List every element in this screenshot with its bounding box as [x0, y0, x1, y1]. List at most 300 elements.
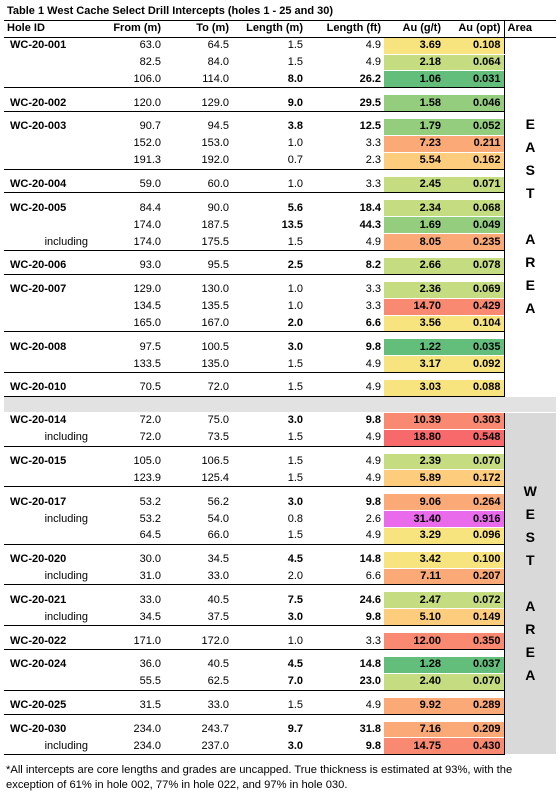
length-ft-cell: 3.3 [365, 300, 381, 313]
au-opt-cell: 0.172 [444, 470, 504, 487]
header-length-ft: Length (ft) [306, 20, 384, 37]
au-gt-cell: 2.45 [384, 176, 444, 193]
to-cell: 106.5 [164, 453, 232, 470]
spacer-cell [4, 250, 504, 257]
to-cell: 114.0 [164, 71, 232, 88]
to-cell: 135.5 [201, 300, 229, 313]
au-opt-cell: 0.092 [444, 356, 504, 373]
header-to: To (m) [164, 20, 232, 37]
length-m-cell: 1.5 [287, 55, 303, 68]
length-m-cell: 1.5 [232, 527, 306, 544]
from-cell: 165.0 [96, 315, 164, 332]
to-cell: 167.0 [164, 315, 232, 332]
table-row [4, 494, 556, 511]
length-ft-cell: 3.3 [306, 281, 384, 298]
to-cell: 56.2 [164, 494, 232, 511]
length-ft-cell: 14.8 [306, 551, 384, 568]
from-cell: 34.5 [96, 609, 164, 626]
length-ft-cell: 14.8 [306, 657, 384, 674]
spacer-cell [4, 487, 504, 494]
hole-id-cell: WC-20-001 [4, 37, 96, 54]
length-ft-cell: 4.9 [306, 356, 384, 373]
table-title: Table 1 West Cache Select Drill Intercepts (holes 1 - 25 and 30) [7, 5, 334, 18]
spacer-cell [4, 332, 504, 339]
from-cell: 55.5 [96, 673, 164, 690]
length-ft-cell: 4.9 [306, 527, 384, 544]
to-cell: 129.0 [164, 95, 232, 112]
au-opt-cell: 0.031 [444, 71, 504, 88]
length-ft-cell: 9.8 [306, 609, 384, 626]
table-body [4, 4, 556, 755]
to-cell: 40.5 [164, 657, 232, 674]
length-ft-cell: 18.4 [306, 200, 384, 217]
au-gt-cell: 2.47 [384, 592, 444, 609]
from-cell: 36.0 [96, 657, 164, 674]
to-cell: 72.0 [164, 380, 232, 397]
length-m-cell: 7.0 [232, 673, 306, 690]
from-cell: 30.0 [96, 551, 164, 568]
length-m-cell: 7.5 [232, 592, 306, 609]
to-cell: 66.0 [164, 527, 232, 544]
length-ft-cell: 9.8 [306, 339, 384, 356]
length-m-cell: 1.5 [232, 429, 306, 446]
from-cell: 234.0 [96, 721, 164, 738]
table-row [4, 176, 556, 193]
table-row [4, 200, 556, 217]
length-m-cell: 3.0 [232, 609, 306, 626]
area-letter: R [525, 254, 536, 271]
length-ft-cell: 2.3 [306, 152, 384, 169]
au-opt-cell: 0.070 [444, 673, 504, 690]
au-gt-cell: 1.58 [384, 95, 444, 112]
au-opt-cell: 0.104 [444, 315, 504, 332]
area-letter: E [525, 644, 535, 661]
table-row [4, 551, 556, 568]
length-ft-cell: 4.9 [306, 37, 384, 54]
including-label: including [4, 234, 96, 251]
from-cell: 70.5 [96, 380, 164, 397]
length-ft-cell: 4.9 [306, 429, 384, 446]
au-opt-cell: 0.069 [444, 281, 504, 298]
hole-id-cell [4, 356, 96, 373]
spacer-cell [4, 690, 504, 697]
table-row [4, 71, 556, 88]
area-letter: S [525, 162, 535, 179]
length-ft-cell: 9.8 [306, 738, 384, 755]
to-cell: 75.0 [164, 412, 232, 429]
au-opt-cell: 0.264 [444, 494, 504, 511]
from-cell: 93.0 [96, 257, 164, 274]
to-cell: 237.0 [164, 738, 232, 755]
length-m-cell: 8.0 [232, 71, 306, 88]
header-from: From (m) [96, 20, 164, 37]
au-gt-cell: 1.06 [384, 71, 444, 88]
table-row [4, 527, 556, 544]
au-gt-cell: 14.75 [384, 738, 444, 755]
au-gt-cell: 31.40 [384, 511, 444, 528]
length-ft-cell: 23.0 [306, 673, 384, 690]
including-label: including [4, 429, 96, 446]
including-label: including [4, 738, 96, 755]
to-cell: 40.5 [164, 592, 232, 609]
spacer-cell [4, 626, 504, 633]
spacer-cell [4, 169, 504, 176]
au-gt-cell: 2.40 [384, 673, 444, 690]
group-spacer-row [4, 714, 556, 721]
spacer-cell [4, 193, 504, 200]
area-letter: A [525, 231, 536, 248]
table-row [4, 633, 556, 650]
table-row [4, 673, 556, 690]
from-cell: 171.0 [96, 633, 164, 650]
group-spacer-row [4, 169, 556, 176]
au-opt-cell: 0.289 [444, 697, 504, 714]
length-ft-cell: 44.3 [359, 218, 381, 231]
au-gt-cell: 1.22 [384, 339, 444, 356]
length-m-cell: 0.7 [232, 152, 306, 169]
from-cell: 174.0 [96, 234, 164, 251]
length-ft-cell: 3.3 [365, 137, 381, 150]
au-gt-cell: 5.10 [384, 609, 444, 626]
length-m-cell: 9.7 [232, 721, 306, 738]
from-cell: 152.0 [133, 137, 161, 150]
from-cell: 31.0 [96, 568, 164, 585]
au-opt-cell: 0.548 [444, 429, 504, 446]
length-m-cell: 1.5 [232, 453, 306, 470]
hole-id-cell: WC-20-021 [4, 592, 96, 609]
area-letter: E [525, 277, 535, 294]
from-cell: 84.4 [96, 200, 164, 217]
length-m-cell: 5.6 [232, 200, 306, 217]
au-gt-cell: 3.17 [384, 356, 444, 373]
table-row [4, 470, 556, 487]
including-label: including [4, 609, 96, 626]
area-letter: A [525, 139, 536, 156]
length-m-cell: 1.5 [232, 380, 306, 397]
to-cell: 33.0 [164, 697, 232, 714]
to-cell: 90.0 [164, 200, 232, 217]
hole-id-cell: WC-20-030 [4, 721, 96, 738]
spacer-cell [4, 585, 504, 592]
table-row [4, 315, 556, 332]
hole-id-cell [4, 527, 96, 544]
au-opt-cell: 0.052 [444, 119, 504, 136]
to-cell: 95.5 [164, 257, 232, 274]
hole-id-cell [4, 135, 96, 152]
hole-id-cell: WC-20-015 [4, 453, 96, 470]
length-ft-cell: 4.9 [306, 234, 384, 251]
length-m-cell: 3.0 [232, 412, 306, 429]
spacer-cell [4, 714, 504, 721]
table-row [4, 257, 556, 274]
length-m-cell: 3.0 [232, 494, 306, 511]
au-opt-cell: 0.070 [444, 453, 504, 470]
au-gt-cell: 1.69 [384, 217, 444, 234]
header-au-opt: Au (opt) [444, 20, 504, 37]
au-opt-cell: 0.071 [444, 176, 504, 193]
length-ft-cell: 12.5 [306, 119, 384, 136]
length-m-cell: 4.5 [232, 657, 306, 674]
au-opt-cell: 0.235 [444, 234, 504, 251]
group-spacer-row [4, 373, 556, 380]
from-cell: 133.5 [96, 356, 164, 373]
spacer-cell [4, 544, 504, 551]
hole-id-cell: WC-20-025 [4, 697, 96, 714]
length-m-cell: 1.0 [232, 633, 306, 650]
to-cell: 100.5 [164, 339, 232, 356]
au-opt-cell: 0.078 [444, 257, 504, 274]
drill-intercepts-table [4, 4, 556, 755]
au-opt-cell: 0.162 [444, 152, 504, 169]
table-row [4, 339, 556, 356]
group-spacer-row [4, 487, 556, 494]
group-spacer-row [4, 544, 556, 551]
au-opt-cell: 0.916 [444, 511, 504, 528]
spacer-cell [4, 112, 504, 119]
header-area: Area [504, 20, 556, 37]
length-ft-cell: 4.9 [306, 697, 384, 714]
hole-id-cell [4, 298, 96, 315]
au-opt-cell: 0.096 [444, 527, 504, 544]
length-m-cell: 3.0 [232, 339, 306, 356]
length-ft-cell: 3.3 [306, 633, 384, 650]
table-row [4, 592, 556, 609]
separator-cell [4, 396, 556, 412]
to-cell: 60.0 [164, 176, 232, 193]
au-gt-cell: 14.70 [384, 298, 444, 315]
from-cell: 63.0 [96, 37, 164, 54]
group-spacer-row [4, 690, 556, 697]
length-m-cell: 1.0 [287, 300, 303, 313]
length-m-cell: 1.5 [232, 697, 306, 714]
length-ft-cell: 4.9 [306, 380, 384, 397]
to-cell: 130.0 [164, 281, 232, 298]
hole-id-cell [4, 152, 96, 169]
area-letter: T [525, 185, 535, 202]
from-cell: 82.5 [139, 55, 161, 68]
au-opt-cell: 0.429 [444, 298, 504, 315]
au-opt-cell: 0.046 [444, 95, 504, 112]
to-cell: 54.0 [207, 512, 229, 525]
table-row [4, 281, 556, 298]
including-label: including [4, 568, 96, 585]
to-cell: 153.0 [201, 137, 229, 150]
length-ft-cell: 4.9 [365, 55, 381, 68]
hole-id-cell [4, 54, 96, 71]
au-gt-cell: 8.05 [384, 234, 444, 251]
table-row [4, 738, 556, 755]
au-opt-cell: 0.350 [444, 633, 504, 650]
hole-id-cell: WC-20-008 [4, 339, 96, 356]
hole-id-cell [4, 470, 96, 487]
au-gt-cell: 3.03 [384, 380, 444, 397]
from-cell: 72.0 [96, 429, 164, 446]
table-row [4, 453, 556, 470]
area-letter: A [525, 667, 536, 684]
hole-id-cell [4, 673, 96, 690]
including-label: including [44, 512, 88, 525]
hole-id-cell: WC-20-004 [4, 176, 96, 193]
au-gt-cell: 3.29 [384, 527, 444, 544]
hole-id-cell [4, 71, 96, 88]
from-cell: 53.2 [139, 512, 161, 525]
from-cell: 129.0 [96, 281, 164, 298]
from-cell: 234.0 [96, 738, 164, 755]
area-letter: E [525, 506, 535, 523]
to-cell: 34.5 [164, 551, 232, 568]
table-row [4, 298, 556, 315]
hole-id-cell: WC-20-020 [4, 551, 96, 568]
from-cell: 31.5 [96, 697, 164, 714]
from-cell: 123.9 [96, 470, 164, 487]
to-cell: 84.0 [207, 55, 229, 68]
au-gt-cell: 7.16 [384, 721, 444, 738]
au-gt-cell: 3.69 [384, 37, 444, 54]
table-header-row [4, 20, 556, 37]
group-spacer-row [4, 332, 556, 339]
au-gt-cell: 12.00 [384, 633, 444, 650]
group-spacer-row [4, 650, 556, 657]
from-cell: 106.0 [96, 71, 164, 88]
spacer-cell [4, 88, 504, 95]
hole-id-cell: WC-20-005 [4, 200, 96, 217]
hole-id-cell: WC-20-006 [4, 257, 96, 274]
table-row [4, 356, 556, 373]
table-row [4, 511, 556, 528]
table-row [4, 37, 556, 54]
from-cell: 97.5 [96, 339, 164, 356]
table-row [4, 697, 556, 714]
to-cell: 64.5 [164, 37, 232, 54]
area-separator-row [4, 396, 556, 412]
group-spacer-row [4, 274, 556, 281]
area-letter [508, 205, 554, 228]
group-spacer-row [4, 88, 556, 95]
au-opt-cell: 0.037 [444, 657, 504, 674]
length-ft-cell: 4.9 [306, 470, 384, 487]
au-gt-cell: 3.56 [384, 315, 444, 332]
hole-id-cell: WC-20-007 [4, 281, 96, 298]
length-m-cell: 1.5 [232, 470, 306, 487]
table-row [4, 412, 556, 429]
au-gt-cell: 3.42 [384, 551, 444, 568]
au-opt-cell: 0.108 [444, 37, 504, 54]
au-opt-cell: 0.149 [444, 609, 504, 626]
area-letter: R [525, 621, 536, 638]
au-opt-cell: 0.100 [444, 551, 504, 568]
group-spacer-row [4, 585, 556, 592]
length-m-cell: 1.5 [232, 37, 306, 54]
area-letter: S [525, 529, 535, 546]
table-row [4, 135, 556, 152]
au-gt-cell: 1.79 [384, 119, 444, 136]
area-label-east [504, 37, 556, 396]
length-ft-cell: 6.6 [306, 315, 384, 332]
table-row [4, 429, 556, 446]
group-spacer-row [4, 112, 556, 119]
au-gt-cell: 1.28 [384, 657, 444, 674]
au-gt-cell: 2.39 [384, 453, 444, 470]
length-m-cell: 0.8 [287, 512, 303, 525]
length-m-cell: 13.5 [281, 218, 303, 231]
length-ft-cell: 29.5 [306, 95, 384, 112]
group-spacer-row [4, 193, 556, 200]
from-cell: 90.7 [96, 119, 164, 136]
au-gt-cell: 2.36 [384, 281, 444, 298]
table-row [4, 380, 556, 397]
to-cell: 62.5 [164, 673, 232, 690]
au-gt-cell: 18.80 [384, 429, 444, 446]
area-letter: A [525, 598, 536, 615]
length-m-cell: 1.0 [232, 281, 306, 298]
spacer-cell [4, 373, 504, 380]
au-opt-cell: 0.207 [444, 568, 504, 585]
length-ft-cell: 9.8 [306, 412, 384, 429]
hole-id-cell [4, 315, 96, 332]
au-gt-cell: 7.23 [384, 135, 444, 152]
au-opt-cell: 0.211 [444, 135, 504, 152]
length-m-cell: 2.5 [232, 257, 306, 274]
from-cell: 174.0 [133, 218, 161, 231]
to-cell: 192.0 [164, 152, 232, 169]
au-opt-cell: 0.049 [444, 217, 504, 234]
table-row [4, 119, 556, 136]
au-gt-cell: 2.34 [384, 200, 444, 217]
length-ft-cell: 24.6 [306, 592, 384, 609]
length-ft-cell: 4.9 [306, 453, 384, 470]
header-au-gt: Au (g/t) [384, 20, 444, 37]
to-cell: 172.0 [164, 633, 232, 650]
to-cell: 187.5 [201, 218, 229, 231]
au-gt-cell: 5.89 [384, 470, 444, 487]
from-cell: 53.2 [96, 494, 164, 511]
au-gt-cell: 2.66 [384, 257, 444, 274]
header-length-m: Length (m) [232, 20, 306, 37]
table-row [4, 152, 556, 169]
spacer-cell [4, 446, 504, 453]
hole-id-cell: WC-20-017 [4, 494, 96, 511]
au-gt-cell: 9.06 [384, 494, 444, 511]
length-m-cell: 2.0 [232, 315, 306, 332]
table-row [4, 568, 556, 585]
from-cell: 134.5 [133, 300, 161, 313]
to-cell: 175.5 [164, 234, 232, 251]
length-m-cell: 4.5 [232, 551, 306, 568]
length-m-cell: 1.5 [232, 356, 306, 373]
area-letter: W [523, 483, 537, 500]
to-cell: 125.4 [164, 470, 232, 487]
hole-id-cell: WC-20-002 [4, 95, 96, 112]
length-m-cell: 1.5 [232, 234, 306, 251]
table-row [4, 54, 556, 71]
au-gt-cell: 10.39 [384, 412, 444, 429]
length-ft-cell: 8.2 [306, 257, 384, 274]
from-cell: 120.0 [96, 95, 164, 112]
spacer-cell [4, 274, 504, 281]
au-opt-cell: 0.072 [444, 592, 504, 609]
table-row [4, 721, 556, 738]
from-cell: 105.0 [96, 453, 164, 470]
table-row [4, 217, 556, 234]
hole-id-cell: WC-20-024 [4, 657, 96, 674]
group-spacer-row [4, 446, 556, 453]
area-letter: T [525, 552, 535, 569]
to-cell: 37.5 [164, 609, 232, 626]
hole-id-cell: WC-20-014 [4, 412, 96, 429]
length-ft-cell: 6.6 [306, 568, 384, 585]
area-letter: E [525, 116, 535, 133]
hole-id-cell: WC-20-003 [4, 119, 96, 136]
